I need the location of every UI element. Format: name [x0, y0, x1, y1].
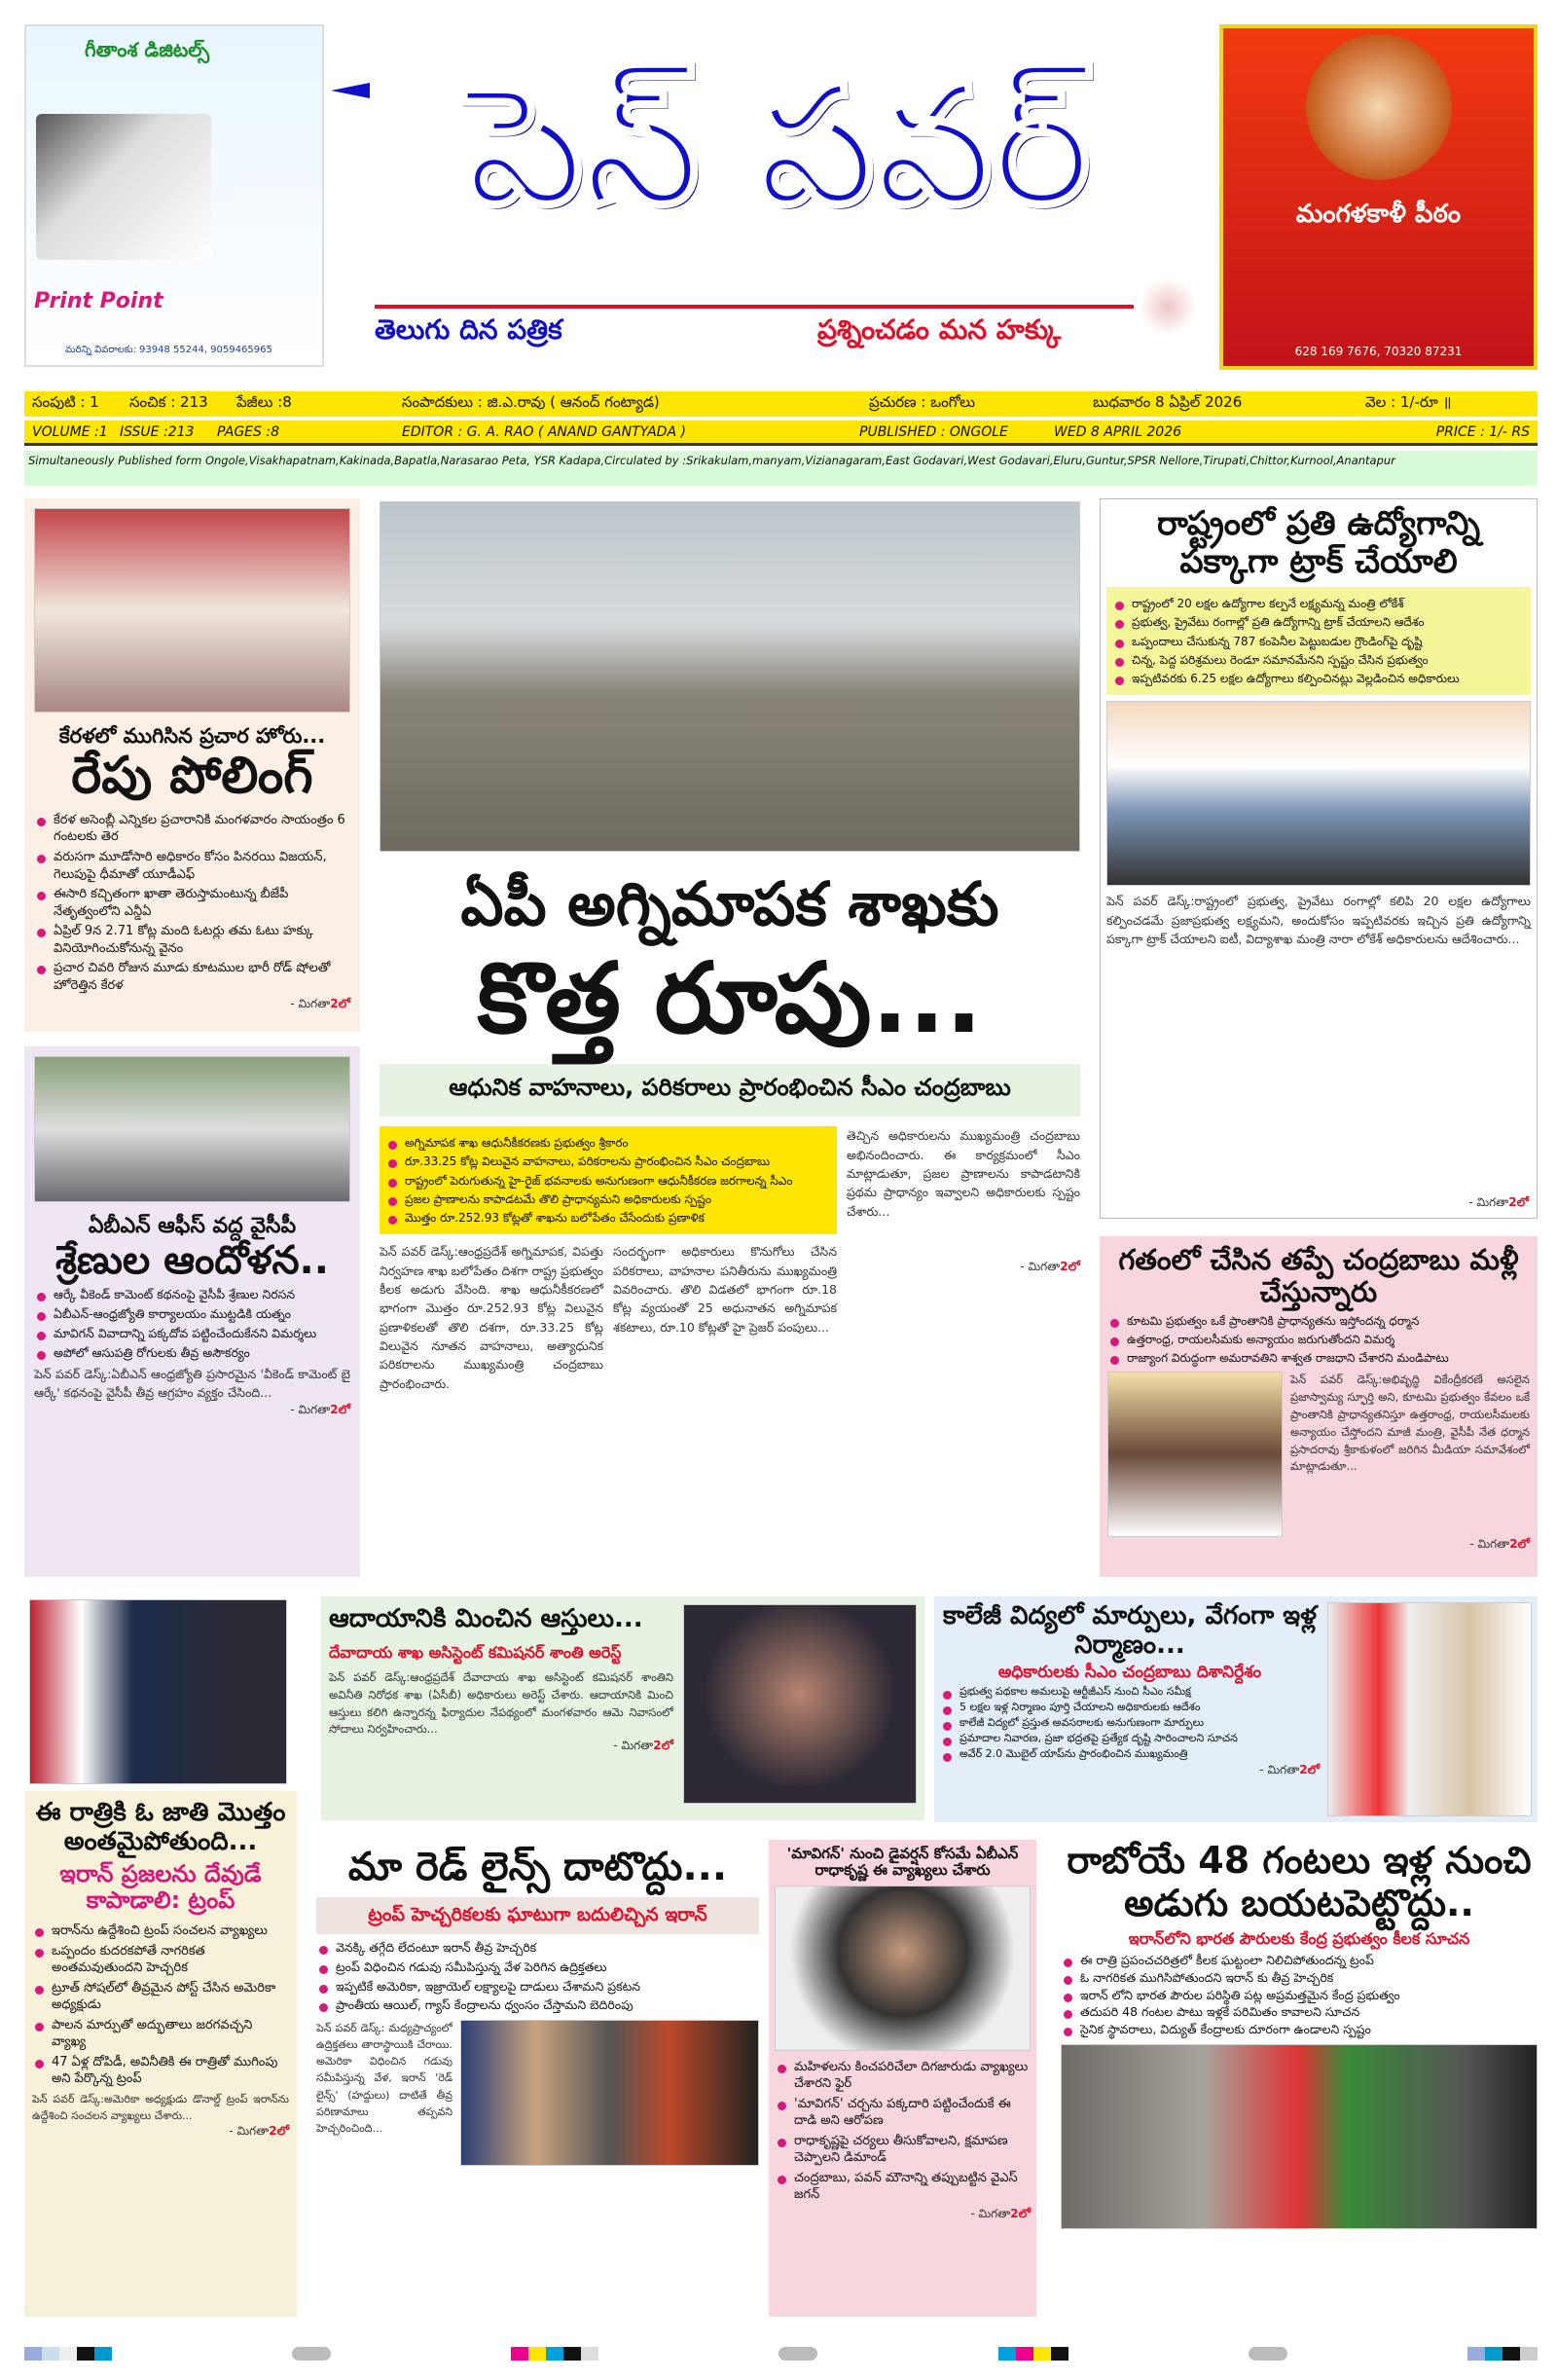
pen-nib-icon — [331, 83, 370, 98]
kerala-headline: రేపు పోలింగ్ — [71, 747, 313, 806]
bullet: ఇప్పటివరకు 6.25 లక్షల ఉద్యోగాలు కల్పించినట్లు వెల్లడించిన అధికారులు — [1112, 671, 1525, 686]
volume-te: సంపుటి : 1 — [32, 393, 99, 411]
story-kerala[interactable] — [24, 498, 360, 1032]
issue-te: సంచిక : 213 — [129, 393, 208, 411]
bullet: అపోలో ఆసుపత్రి రోగులకు తీవ్ర అసౌకర్యం — [34, 1345, 350, 1362]
bullet: మొత్తం రూ.252.93 కోట్లతో శాఖను బలోపేతం చేసేందుకు ప్రణాళిక — [385, 1210, 831, 1226]
bullet: ట్రూత్ సోషల్‌లో తీవ్రమైన పోస్ట్ చేసిన అమెరికా అధ్యక్షుడు — [32, 1980, 289, 2014]
masthead-logo — [331, 29, 1207, 360]
story-assets[interactable] — [321, 1596, 924, 1820]
bullet: ఉత్తరాంధ్ర, రాయలసీమకు అన్యాయం జరుగుతోందని విమర్శ — [1107, 1332, 1530, 1347]
redlines-bullets — [316, 1940, 759, 2015]
editor-te: సంపాదకులు : జి.ఎ.రావు ( ఆనంద్ గంట్యాడ) — [402, 393, 660, 411]
bullet: వెనక్కి తగ్గేది లేదంటూ ఇరాన్ తీవ్ర హెచ్చరిక — [316, 1940, 759, 1957]
bullet: ఇరాన్ లోని భారత పౌరుల పరిస్థితి పట్ల అప్రమత్తమైన కేంద్ర ప్రభుత్వం — [1061, 1988, 1538, 2004]
volume-en: VOLUME :1 — [32, 423, 108, 440]
issue-en: ISSUE :213 — [120, 423, 195, 440]
bullet: పాలన మార్పుతో అద్భుతాలు జరగవచ్చని వ్యాఖ్య — [32, 2017, 289, 2051]
ad-peetham-phone: 628 169 7676, 70320 87231 — [1294, 345, 1463, 358]
dharmana-bullets — [1107, 1313, 1530, 1367]
bullet: ఈ రాత్రి ప్రపంచచరిత్రలో కీలక ఘట్టంలా నిలిచిపోతుందన్న ట్రంప్ — [1061, 1953, 1538, 1969]
bullet: ఒప్పందాలు చేసుకున్న 787 కంపెనీల పెట్టుబడుల గ్రౌండింగ్‌పై దృష్టి — [1112, 634, 1525, 649]
jobs-bullets — [1106, 587, 1531, 695]
pages-en: PAGES :8 — [217, 423, 279, 440]
bullet: ఈసారి కచ్చితంగా ఖాతా తెరుస్తామంటున్న బీజేపీ నేతృత్వంలోని ఎన్డీఏ — [34, 886, 350, 920]
bullet: ఏప్రిల్ 9న 2.71 కోట్ల మంది ఓటర్లు తమ ఓటు హక్కు వినియోగించుకోనున్న వైనం — [34, 923, 350, 957]
left-advertisement[interactable] — [24, 24, 324, 367]
hours48-headline: రాబోయే 48 గంటలు ఇళ్ల నుంచి అడుగు బయటపెట్టొద్దు.. — [1067, 1839, 1532, 1924]
masthead-rule — [375, 305, 1134, 309]
bullet: ఇరాన్‌ను ఉద్దేశించి ట్రంప్ సంచలన వ్యాఖ్యలు — [32, 1922, 289, 1940]
bullet: 'మావిగన్' చర్చను పక్కదారి పట్టించేందుకే ఈ దాడి అని ఆరోపణ — [775, 2096, 1031, 2130]
fire-body-col2: సందర్భంగా అధికారులు కొనుగోలు చేసిన పరికరాలు, వాహనాల పనితీరును ముఖ్యమంత్రి వివరించారు. తొలి విడతలో భాగంగా రూ.18 కోట్ల వ్యయంతో 25 అధునాతన అగ్నిమాపక శకటాలు, రూ.10 కోట్లతో హై ప్రెజర్ పంపులు... — [613, 1244, 837, 1335]
kerala-rally-photo — [34, 508, 350, 713]
fire-bullets — [380, 1126, 837, 1234]
bullet: చిన్న, పెద్ద పరిశ్రమలు రెండూ సమానమేనని స్పష్టం చేసిన ప్రభుత్వం — [1112, 652, 1525, 668]
continued-link[interactable]: - మిగతా2లో — [613, 1739, 673, 1753]
editor-en: EDITOR : G. A. RAO ( ANAND GANTYADA ) — [402, 423, 686, 440]
continued-link[interactable]: - మిగతా2లో — [1259, 1762, 1320, 1776]
hours48-bullets — [1061, 1953, 1538, 2038]
protest-photo — [34, 1056, 350, 1202]
abn-kicker: ఏబీఎన్ ఆఫీస్ వద్ద వైసీపీ — [88, 1214, 297, 1238]
pages-te: పేజీలు :8 — [236, 393, 292, 411]
bullet: ఒప్పందం కుదరకపోతే నాగరికత అంతమవుతుందని హెచ్చరిక — [32, 1943, 289, 1977]
bullet: ఓ నాగరికత ముగిసిపోతుందని ఇరాన్ కు తీవ్ర హెచ్చరిక — [1061, 1970, 1538, 1987]
bullet: రాష్ట్రంలో 20 లక్షల ఉద్యోగాల కల్పనే లక్ష్యమన్న మంత్రి లోకేశ్ — [1112, 596, 1525, 611]
ad-peetham-name: మంగళకాళీ పీఠం — [1295, 200, 1462, 229]
price-en: PRICE : 1/- RS — [1435, 423, 1530, 440]
assets-body: పెన్ పవర్ డెస్క్:ఆంధ్రప్రదేశ్ దేవాదాయ శాఖ అసిస్టెంట్ కమిషనర్ శాంతిని అవినీతి నిరోధక శాఖ (ఏసీబీ) అధికారులు అరెస్ట్ చేశారు. ఆదాయానికి మించి ఆస్తులు కలిగి ఉన్నారన్న ఫిర్యాదుల నేపథ్యంలో మంగళవారం ఆమె నివాసంలో సోదాలు నిర్వహించారు... — [329, 1670, 673, 1737]
kerala-kicker: కేరళలో ముగిసిన ప్రచార హోరు... — [58, 724, 326, 748]
story-jagan[interactable] — [769, 1840, 1036, 2317]
bullet: ఏబీఎన్-ఆంధ్రజ్యోతి కార్యాలయం ముట్టడికి యత్నం — [34, 1306, 350, 1323]
story-48-hours[interactable] — [1061, 1840, 1538, 2317]
bullet: ఆర్కే వీకెండ్ కామెంట్ కథనంపై వైసీపీ శ్రేణుల నిరసన — [34, 1287, 350, 1303]
bullet: తదుపరి 48 గంటల పాటు ఇళ్లకే పరిమితం కావాలని సూచన — [1061, 2004, 1538, 2021]
story-college[interactable] — [934, 1596, 1538, 1822]
dharmana-headline: గతంలో చేసిన తప్పే చంద్రబాబు మళ్లీ చేస్తున్నారు — [1118, 1243, 1519, 1309]
college-headline: కాలేజీ విద్యలో మార్పులు, వేగంగా ఇళ్ల నిర్మాణం... — [943, 1601, 1317, 1660]
bullet: రాజ్యాంగ విరుద్ధంగా అమరావతిని శాశ్వత రాజధాని చేశారని మండిపాటు — [1107, 1350, 1530, 1366]
bullet: అగ్నిమాపక శాఖ ఆధునీకీకరణకు ప్రభుత్వం శ్రీకారం — [385, 1135, 831, 1151]
circulation-text: Simultaneously Published form Ongole,Visakhapatnam,Kakinada,Bapatla,Narasarao Peta, YSR Kadapa,Circulated by :Srikakulam,manyam,Vizianagaram,East Godavari,West Godavari,Eluru,Guntur,SPSR Nellore,Tirupati,Chittor,Kurnool,Anantapur — [28, 454, 1395, 467]
kerala-bullets — [34, 812, 350, 994]
continued-link[interactable]: - మిగతా2లో — [290, 997, 350, 1011]
trump-body: పెన్ పవర్ డెస్క్:అమెరికా అధ్యక్షుడు డొనాల్డ్ ట్రంప్ ఇరాన్‌ను ఉద్దేశించి సంచలన వ్యాఖ్యలు చేశారు... — [32, 2092, 289, 2122]
bullet: ఇప్పటికే అమెరికా, ఇజ్రాయెల్ లక్ష్యాలపై దాడులు చేశామని ప్రకటన — [316, 1979, 759, 1996]
redlines-headline: మా రెడ్ లైన్స్ దాటొద్దు... — [347, 1845, 728, 1889]
dharmana-photo — [1107, 1372, 1283, 1537]
circulation-strip — [24, 451, 1538, 486]
story-abn[interactable] — [24, 1046, 360, 1577]
right-advertisement[interactable] — [1219, 24, 1538, 370]
bullet: ప్రచార చివరి రోజున మూడు కూటముల భారీ రోడ్ షోలతో హోరెత్తిన కేరళ — [34, 960, 350, 994]
continued-link[interactable]: - మిగతా2లో — [1469, 1537, 1530, 1552]
fire-body-col1: పెన్ పవర్ డెస్క్:ఆంధ్రప్రదేశ్ అగ్నిమాపక, విపత్తు నిర్వహణ శాఖ బలోపేతం దిశగా రాష్ట్ర ప్రభుత్వం కీలక అడుగు వేసింది. శాఖ ఆధునీకీకరణలో భాగంగా మొత్తం రూ.252.93 కోట్ల విలువైన ప్రణాళికలతో తొలి దశగా, రూ.33.25 కోట్ల విలువైన నూతన వాహనాలు, అత్యాధునిక పరికరాలను ముఖ్యమంత్రి చంద్రబాబు ప్రారంభించారు. — [380, 1244, 603, 1391]
story-fire-department[interactable] — [380, 501, 1080, 1572]
continued-link[interactable]: - మిగతా2లో — [1020, 1260, 1080, 1274]
trump-bullets — [32, 1922, 289, 2088]
continued-link[interactable]: - మిగతా2లో — [229, 2123, 289, 2138]
jagan-bullets — [775, 2059, 1031, 2204]
tagline-left: తెలుగు దిన పత్రిక — [375, 313, 562, 346]
jobs-headline: రాష్ట్రంలో ప్రతి ఉద్యోగాన్ని పక్కాగా ట్రాక్ చేయాలి — [1156, 504, 1481, 582]
continued-link[interactable]: - మిగతా2లో — [1468, 1195, 1529, 1209]
date-en: WED 8 APRIL 2026 — [1054, 423, 1182, 440]
college-subhead: అధికారులకు సీఎం చంద్రబాబు దిశానిర్దేశం — [997, 1662, 1262, 1682]
bullet: కేరళ అసెంబ్లీ ఎన్నికల ప్రచారానికి మంగళవారం సాయంత్రం 6 గంటలకు తెర — [34, 812, 350, 846]
assets-subhead: దేవాదాయ శాఖ అసిస్టెంట్ కమిషనర్ శాంతి అరెస్ట్ — [329, 1643, 622, 1662]
printer-image — [36, 114, 211, 260]
redlines-body: పెన్ పవర్ డెస్క్: మధ్యప్రాచ్యంలో ఉద్రిక్తతలు తారాస్థాయికి చేరాయి. అమెరికా విధించిన గడువు సమీపిస్తున్న వేళ, ఇరాన్ 'రెడ్ లైన్స్' (హద్దులు) దాటితే తీవ్ర పరిణామాలు తప్పవని హెచ్చరించింది... — [316, 2022, 453, 2135]
iran-conflict-photo — [1061, 2044, 1538, 2229]
bullet: కూటమి ప్రభుత్వం ఒకే ప్రాంతానికి ప్రాధాన్యతను ఇస్తోందన్న ధర్మాన — [1107, 1313, 1530, 1329]
bullet: మావిగన్ వివాదాన్ని పక్కదోవ పట్టించేందుకేనని విమర్శలు — [34, 1326, 350, 1342]
bullet: ప్రమాదాల నివారణ, ప్రజా భద్రతపై ప్రత్యేక దృష్టి సారించాలని సూచన — [940, 1732, 1320, 1746]
registration-marks — [24, 2346, 1538, 2360]
trump-headline: ఈ రాత్రికి ఓ జాతి మొత్తం అంతమైపోతుంది... — [35, 1798, 286, 1856]
lokesh-meeting-photo — [1106, 701, 1531, 886]
continued-link[interactable]: - మిగతా2లో — [970, 2206, 1031, 2220]
trump-khamenei-photo — [460, 2020, 759, 2166]
bullet: ప్రజల ప్రాణాలను కాపాడటమే తొలి ప్రాధాన్యమని అధికారులకు స్పష్టం — [385, 1191, 831, 1207]
bullet: వరుసగా మూడోసారి అధికారం కోసం పినరయి విజయన్, గెలుపుపై ధీమాతో యూడీఎఫ్ — [34, 849, 350, 883]
info-strip-english — [24, 421, 1538, 446]
bullet: ప్రభుత్వ పథకాల అమలుపై ఆర్టీజీఎస్ నుంచి సీఎం సమీక్ష — [940, 1685, 1320, 1700]
guru-photo — [1306, 34, 1452, 180]
bullet: అవేర్ 2.0 మొబైల్ యాప్‌ను ప్రారంభించిన ముఖ్యమంత్రి — [940, 1747, 1320, 1762]
published-en: PUBLISHED : ONGOLE — [859, 423, 1008, 440]
ad-phone: మరిన్ని వివరాలకు: 93948 55244, 9059465965 — [65, 345, 272, 355]
bullet: సైనిక స్థావరాలు, విద్యుత్ కేంద్రాలకు దూరంగా ఉండాలని స్పష్టం — [1061, 2022, 1538, 2038]
fire-headline-2: కొత్త రూపు... — [477, 941, 983, 1056]
bullet: 5 లక్షల ఇళ్ల నిర్మాణం పూర్తి చేయాలని అధికారులకు ఆదేశం — [940, 1701, 1320, 1715]
bullet: మహిళలను కించపరిచేలా దిగజారుడు వ్యాఖ్యలు చేశారని ఫైర్ — [775, 2059, 1031, 2093]
shanti-photo — [683, 1604, 917, 1804]
abn-headline: శ్రేణుల ఆందోళన.. — [55, 1238, 329, 1284]
published-te: ప్రచురణ : ఒంగోలు — [869, 393, 975, 411]
bullet: రూ.33.25 కోట్ల విలువైన వాహనాలు, పరికరాలను ప్రారంభించిన సీఎం చంద్రబాబు — [385, 1153, 831, 1169]
newspaper-title: పెన్ పవర్ — [466, 50, 1091, 242]
fire-vehicles-flagoff-photo — [380, 501, 1080, 852]
assets-headline: ఆదాయానికి మించిన ఆస్తులు... — [329, 1604, 643, 1633]
price-te: వెల : 1/-రూ ॥ — [1365, 393, 1452, 411]
abn-bullets — [34, 1287, 350, 1362]
story-jobs[interactable] — [1100, 498, 1538, 1219]
story-dharmana[interactable] — [1100, 1236, 1538, 1577]
chandrababu-photo — [1327, 1602, 1532, 1816]
jagan-photo — [775, 1886, 1031, 2051]
fire-subhead: ఆధునిక వాహనాలు, పరికరాలు ప్రారంభించిన సీఎం చంద్రబాబు — [380, 1064, 1080, 1117]
college-bullets — [940, 1685, 1320, 1761]
continued-link[interactable]: - మిగతా2లో — [290, 1402, 350, 1416]
jagan-headline: 'మావిగన్' నుంచి డైవర్షన్ కోసమే ఏబీఎన్ రాధాకృష్ణ ఈ వ్యాఖ్యలు చేశారు — [786, 1845, 1019, 1880]
bullet: రాష్ట్రంలో పెరుగుతున్న హై-రైజ్ భవనాలకు అనుగుణంగా ఆధునీకీకరణ జరగాలన్న సీఎం — [385, 1173, 831, 1189]
bullet: ప్రాంతీయ ఆయిల్, గ్యాస్ కేంద్రాలను ధ్వంసం చేస్తామని బెదిరింపు — [316, 1997, 759, 2014]
trump-podium-photo — [29, 1599, 287, 1784]
bullet: కాలేజీ విద్యలో ప్రస్తుత అవసరాలకు అనుగుణంగా మార్పులు — [940, 1716, 1320, 1731]
bullet: 47 ఏళ్ల దోపిడీ, అవినీతికి ఈ రాత్రితో ముగింపు అని పేర్కొన్న ట్రంప్ — [32, 2054, 289, 2088]
date-te: బుధవారం 8 ఏప్రిల్ 2026 — [1093, 393, 1243, 411]
ad-brand-name: గీతాంశ డిజిటల్స్ — [85, 38, 210, 61]
trump-subhead: ఇరాన్ ప్రజలను దేవుడే కాపాడాలి: ట్రంప్ — [59, 1859, 262, 1915]
dharmana-body: పెన్ పవర్ డెస్క్:అభివృద్ధి వికేంద్రీకరణే అసలైన ప్రజాస్వామ్య స్ఫూర్తి అని, కూటమి ప్రభుత్వం కేవలం ఒకే ప్రాంతానికి ప్రాధాన్యతనిస్తూ ఉత్తరాంధ్ర, రాయలసీమలకు అన్యాయం చేస్తోందని మాజీ మంత్రి, వైసీపీ నేత ధర్మాన ప్రసాదరావు శ్రీకాకుళంలో జరిగిన మీడియా సమావేశంలో మాట్లాడుతూ... — [1290, 1373, 1530, 1474]
story-red-lines[interactable] — [316, 1845, 759, 2322]
bullet: చంద్రబాబు, పవన్ మౌనాన్ని తప్పుబట్టిన వైఎస్ జగన్ — [775, 2170, 1031, 2204]
redlines-subhead: ట్రంప్ హెచ్చరికలకు ఘాటుగా బదులిచ్చిన ఇరాన్ — [316, 1897, 759, 1934]
bullet: రాధాకృష్ణపై చర్యలు తీసుకోవాలని, క్షమాపణ చెప్పాలని డిమాండ్ — [775, 2133, 1031, 2167]
jobs-body: పెన్ పవర్ డెస్క్:రాష్ట్రంలో ప్రభుత్వ, ప్రైవేటు రంగాల్లో కలిపి 20 లక్షల ఉద్యోగాలు కల్పించడమే ప్రజాప్రభుత్వ లక్ష్యమని, అందుకోసం ఇప్పటివరకు ఇచ్చిన ప్రతి ఉద్యోగాన్ని పక్కాగా ట్రాక్ చేయాలని ఐటీ, విద్యాశాఖ మంత్రి నారా లోకేశ్ అధికారులను ఆదేశించారు... — [1106, 894, 1531, 946]
info-strip-telugu — [24, 391, 1538, 417]
tagline-right: ప్రశ్నించడం మన హక్కు — [817, 313, 1062, 346]
fire-body-col3: తెచ్చిన అధికారులను ముఖ్యమంత్రి చంద్రబాబు అభినందించారు. ఈ కార్యక్రమంలో సీఎం మాట్లాడుతూ, ప్రజల ప్రాణాలను కాపాడటానికి ప్రథమ ప్రాధాన్యం ఇవ్వాలని అధికారులకు స్పష్టం చేశారు... — [847, 1128, 1080, 1219]
writing-hand-icon — [1139, 277, 1197, 336]
ad-logo: Print Point — [34, 289, 163, 313]
fire-headline-1: ఏపీ అగ్నిమాపక శాఖకు — [460, 868, 999, 939]
bullet: ట్రంప్ విధించిన గడువు సమీపిస్తున్న వేళ పెరిగిన ఉద్రిక్తతలు — [316, 1959, 759, 1976]
bullet: ప్రభుత్వ, ప్రైవేటు రంగాల్లో ప్రతి ఉద్యోగాన్ని ట్రాక్ చేయాలని ఆదేశం — [1112, 614, 1525, 630]
abn-body: పెన్ పవర్ డెస్క్:ఏబీఎన్ ఆంధ్రజ్యోతి ప్రసారమైన 'వీకెండ్ కామెంట్ బై ఆర్కే' కథనంపై వైసీపీ తీవ్ర ఆగ్రహం వ్యక్తం చేసింది... — [34, 1366, 350, 1401]
story-trump-iran[interactable] — [24, 1791, 297, 2317]
hours48-subhead: ఇరాన్‌లోని భారత పౌరులకు కేంద్ర ప్రభుత్వం కీలక సూచన — [1128, 1929, 1470, 1949]
